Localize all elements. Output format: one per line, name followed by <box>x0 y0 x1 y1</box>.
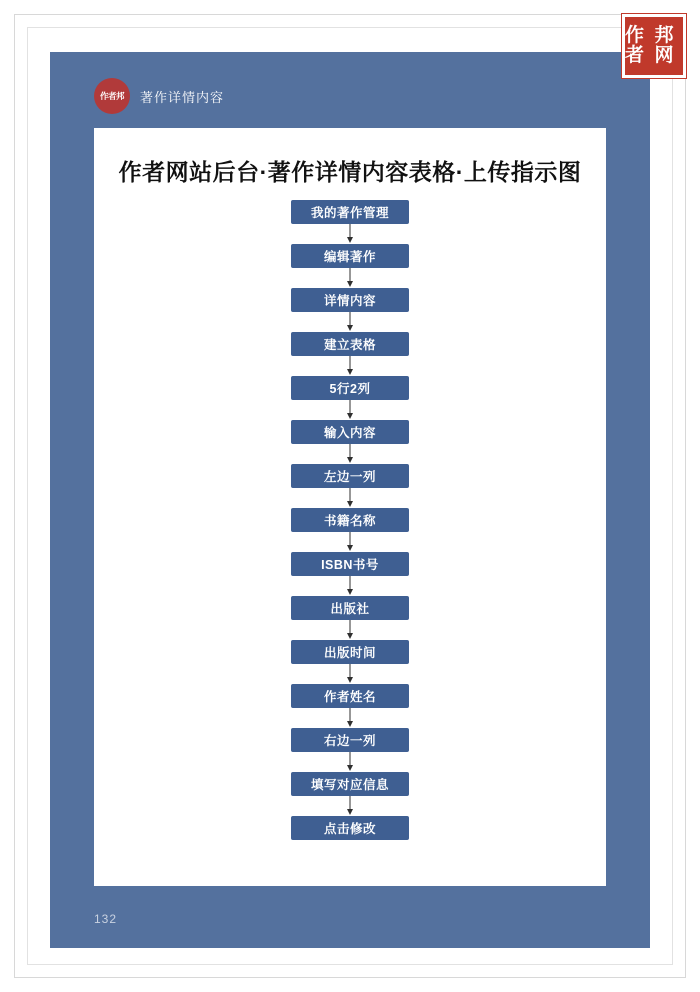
flow-arrow-5 <box>345 400 355 420</box>
flow-node-15[interactable]: 点击修改 <box>291 816 409 840</box>
flow-node-12[interactable]: 作者姓名 <box>291 684 409 708</box>
brand-stamp <box>622 14 686 78</box>
slide-header <box>94 78 224 114</box>
flow-node-6[interactable]: 输入内容 <box>291 420 409 444</box>
flow-arrow-10 <box>345 620 355 640</box>
flow-arrow-1 <box>345 224 355 244</box>
page-number: 132 <box>94 912 118 926</box>
flow-arrow-11 <box>345 664 355 684</box>
flow-arrow-2 <box>345 268 355 288</box>
flow-node-10[interactable]: 出版社 <box>291 596 409 620</box>
brand-stamp-column-right <box>655 26 684 66</box>
page-title: 作者网站后台·著作详情内容表格·上传指示图 <box>118 159 582 185</box>
flow-arrow-14 <box>345 796 355 816</box>
brand-stamp-char-2: 邦网 <box>654 25 674 66</box>
slide-panel <box>50 52 650 948</box>
flow-arrow-13 <box>345 752 355 772</box>
flow-node-1[interactable]: 我的著作管理 <box>291 200 409 224</box>
flowchart <box>94 200 606 840</box>
flow-node-7[interactable]: 左边一列 <box>291 464 409 488</box>
flow-node-4[interactable]: 建立表格 <box>291 332 409 356</box>
slide-header-label: 著作详情内容 <box>140 89 225 105</box>
content-card <box>94 128 606 886</box>
flow-arrow-6 <box>345 444 355 464</box>
flow-arrow-3 <box>345 312 355 332</box>
flow-node-13[interactable]: 右边一列 <box>291 728 409 752</box>
flow-arrow-4 <box>345 356 355 376</box>
flow-arrow-9 <box>345 576 355 596</box>
flow-node-3[interactable]: 详情内容 <box>291 288 409 312</box>
logo-icon <box>94 78 130 114</box>
flow-arrow-8 <box>345 532 355 552</box>
logo-text: 作者邦 <box>99 91 124 101</box>
flow-node-14[interactable]: 填写对应信息 <box>291 772 409 796</box>
flow-node-11[interactable]: 出版时间 <box>291 640 409 664</box>
flow-node-9[interactable]: ISBN书号 <box>291 552 409 576</box>
flow-arrow-7 <box>345 488 355 508</box>
flow-node-8[interactable]: 书籍名称 <box>291 508 409 532</box>
flow-node-5[interactable]: 5行2列 <box>291 376 409 400</box>
flow-node-2[interactable]: 编辑著作 <box>291 244 409 268</box>
flow-arrow-12 <box>345 708 355 728</box>
brand-stamp-char-1: 作者 <box>625 25 645 66</box>
brand-stamp-column-left <box>625 26 654 66</box>
